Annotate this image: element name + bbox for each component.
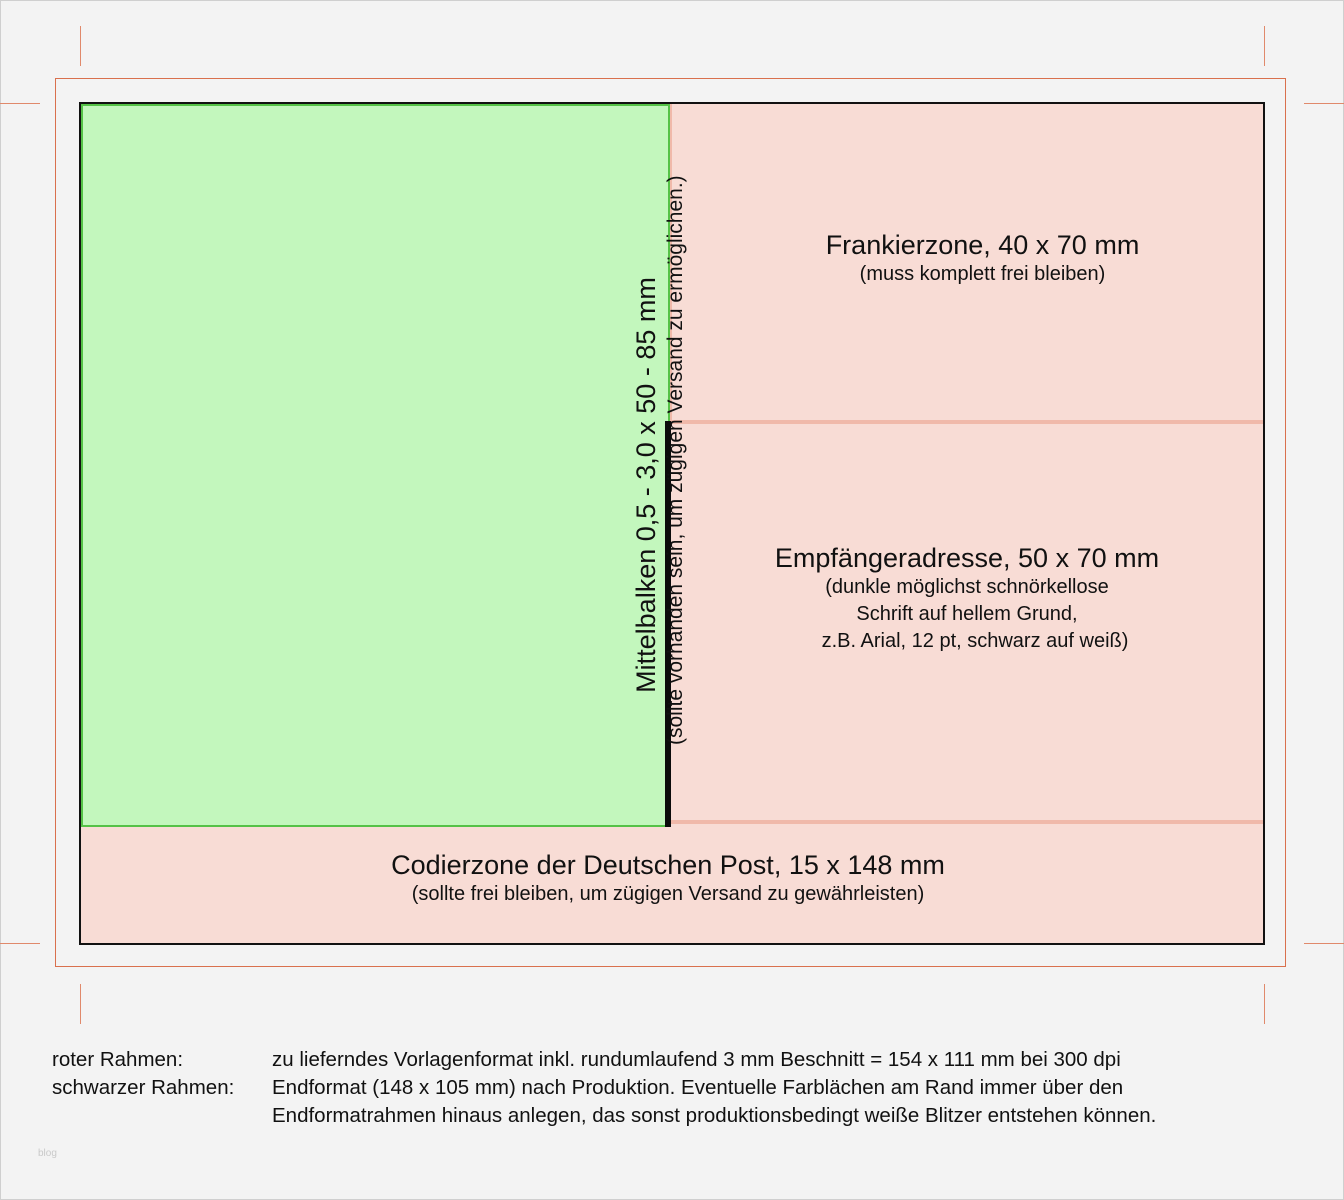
legend-key-red-frame: roter Rahmen: xyxy=(52,1048,184,1071)
legend-value-black-frame: Endformat (148 x 105 mm) nach Produktion. Eventuelle Farblächen am Rand immer über den xyxy=(272,1076,1124,1099)
watermark: blog xyxy=(38,1148,57,1159)
legend-value-red-frame: zu lieferndes Vorlagenformat inkl. rundumlaufend 3 mm Beschnitt = 154 x 111 mm bei 300 dpi xyxy=(272,1048,1121,1071)
codier-title: Codierzone der Deutschen Post, 15 x 148 mm xyxy=(391,850,945,880)
empfaenger-line-1: (dunkle möglichst schnörkellose xyxy=(825,576,1109,598)
legend-value-continued: Endformatrahmen hinaus anlegen, das sonst produktionsbedingt weiße Blitzer entstehen können. xyxy=(272,1104,1157,1127)
frankier-zone-label xyxy=(670,229,1295,288)
legend-key-empty xyxy=(52,1102,272,1130)
codier-zone-label xyxy=(81,849,1255,908)
crop-mark-right-top xyxy=(1304,103,1344,104)
legend-row xyxy=(52,1102,1156,1130)
crop-mark-bottom-right xyxy=(1264,984,1265,1024)
free-design-zone xyxy=(81,104,670,827)
crop-mark-bottom-left xyxy=(80,984,81,1024)
empfaenger-zone-label xyxy=(656,542,1278,655)
codier-top-divider xyxy=(670,820,1263,824)
legend xyxy=(52,1046,1156,1130)
crop-mark-left-top xyxy=(0,103,40,104)
crop-mark-left-bottom xyxy=(0,943,40,944)
crop-mark-right-bottom xyxy=(1304,943,1344,944)
empfaenger-title: Empfängeradresse, 50 x 70 mm xyxy=(774,543,1160,573)
crop-mark-top-right xyxy=(1264,26,1265,66)
frankier-empfaenger-divider xyxy=(670,420,1263,424)
legend-row xyxy=(52,1046,1156,1074)
crop-mark-top-left xyxy=(80,26,81,66)
empfaenger-line-3: z.B. Arial, 12 pt, schwarz auf weiß) xyxy=(821,630,1129,652)
empfaenger-line-2: Schrift auf hellem Grund, xyxy=(856,603,1078,625)
frankier-title: Frankierzone, 40 x 70 mm xyxy=(825,230,1140,260)
frankier-subtitle: (muss komplett frei bleiben) xyxy=(859,263,1106,285)
codier-subtitle: (sollte frei bleiben, um zügigen Versand zu gewährleisten) xyxy=(411,883,925,905)
mittelbalken-subtitle: (sollte vorhanden sein, um zügigen Versand zu ermöglichen.) xyxy=(664,175,687,745)
legend-key-black-frame: schwarzer Rahmen: xyxy=(52,1076,235,1099)
legend-row xyxy=(52,1074,1156,1102)
mittelbalken-title: Mittelbalken 0,5 - 3,0 x 50 - 85 mm xyxy=(631,277,661,693)
mittelbalken-label xyxy=(630,175,700,745)
